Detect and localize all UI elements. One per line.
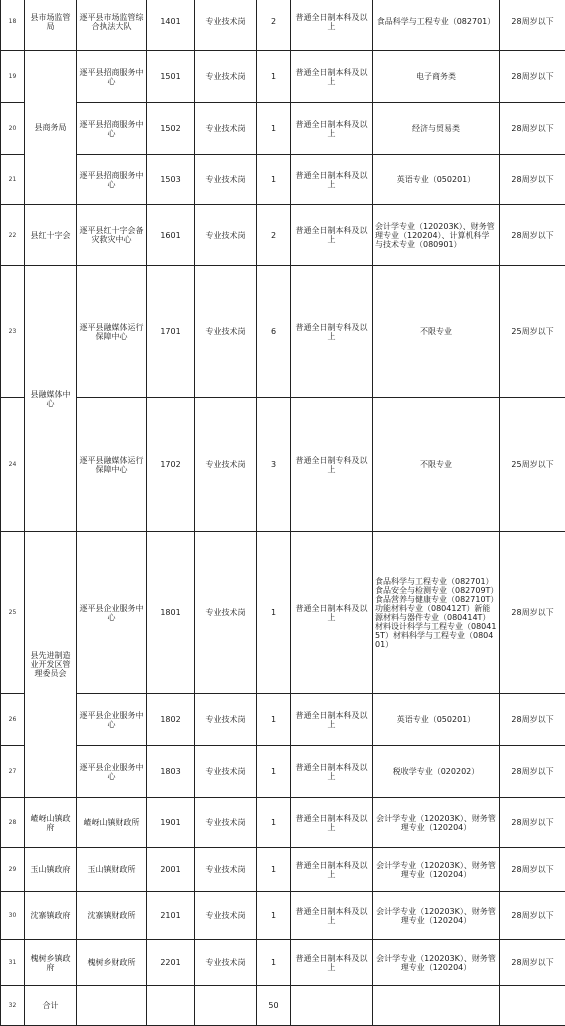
unit-cell: 玉山镇财政所 <box>77 848 147 892</box>
unit-cell: 逐平县企业服务中心 <box>77 532 147 694</box>
count-cell: 1 <box>257 694 291 746</box>
row-number: 28 <box>1 798 25 848</box>
post-cell: 专业技术岗 <box>195 848 257 892</box>
row-number: 30 <box>1 892 25 940</box>
education-cell: 普通全日制本科及以上 <box>291 532 373 694</box>
code-cell: 1803 <box>147 746 195 798</box>
post-cell: 专业技术岗 <box>195 103 257 155</box>
count-cell: 1 <box>257 848 291 892</box>
count-cell: 1 <box>257 532 291 694</box>
major-cell: 食品科学与工程专业（082701） <box>373 0 500 51</box>
education-cell: 普通全日制本科及以上 <box>291 155 373 205</box>
age-cell: 25周岁以下 <box>500 398 565 532</box>
row-number: 31 <box>1 940 25 986</box>
education-cell: 普通全日制本科及以上 <box>291 694 373 746</box>
department-cell: 县先进制造业开发区管理委员会 <box>25 532 77 798</box>
table-row <box>1 205 565 266</box>
education-cell: 普通全日制本科及以上 <box>291 205 373 266</box>
age-cell: 28周岁以下 <box>500 892 565 940</box>
age-cell: 28周岁以下 <box>500 848 565 892</box>
count-cell: 2 <box>257 0 291 51</box>
education-cell: 普通全日制本科及以上 <box>291 746 373 798</box>
table-row <box>1 798 565 848</box>
empty-cell <box>373 986 500 1026</box>
code-cell: 1801 <box>147 532 195 694</box>
department-cell: 县市场监管局 <box>25 0 77 51</box>
total-label: 合计 <box>25 986 77 1026</box>
department-cell: 县商务局 <box>25 51 77 205</box>
table-row <box>1 103 565 155</box>
table-row <box>1 155 565 205</box>
table-row <box>1 746 565 798</box>
major-cell: 会计学专业（120203K）、财务管理专业（120204） <box>373 798 500 848</box>
post-cell: 专业技术岗 <box>195 746 257 798</box>
department-cell: 玉山镇政府 <box>25 848 77 892</box>
unit-cell: 槐树乡财政所 <box>77 940 147 986</box>
unit-cell: 逐平县招商服务中心 <box>77 155 147 205</box>
post-cell: 专业技术岗 <box>195 205 257 266</box>
count-cell: 6 <box>257 266 291 398</box>
age-cell: 28周岁以下 <box>500 798 565 848</box>
major-cell: 会计学专业（120203K）、财务管理专业（120204） <box>373 892 500 940</box>
code-cell: 1901 <box>147 798 195 848</box>
count-cell: 1 <box>257 155 291 205</box>
code-cell: 1502 <box>147 103 195 155</box>
row-number: 26 <box>1 694 25 746</box>
post-cell: 专业技术岗 <box>195 51 257 103</box>
major-cell: 英语专业（050201） <box>373 694 500 746</box>
row-number: 22 <box>1 205 25 266</box>
table-row <box>1 398 565 532</box>
unit-cell: 逐平县招商服务中心 <box>77 51 147 103</box>
row-number: 21 <box>1 155 25 205</box>
count-cell: 1 <box>257 51 291 103</box>
table-row <box>1 892 565 940</box>
unit-cell: 逐平县招商服务中心 <box>77 103 147 155</box>
post-cell: 专业技术岗 <box>195 532 257 694</box>
count-cell: 2 <box>257 205 291 266</box>
table-row <box>1 532 565 694</box>
age-cell: 28周岁以下 <box>500 103 565 155</box>
age-cell: 28周岁以下 <box>500 532 565 694</box>
major-cell: 不限专业 <box>373 266 500 398</box>
department-cell: 县融媒体中心 <box>25 266 77 532</box>
table-row <box>1 0 565 51</box>
post-cell: 专业技术岗 <box>195 0 257 51</box>
major-cell: 税收学专业（020202） <box>373 746 500 798</box>
unit-cell: 逐平县企业服务中心 <box>77 694 147 746</box>
major-cell: 会计学专业（120203K）、财务管理专业（120204） <box>373 848 500 892</box>
unit-cell: 逐平县市场监管综合执法大队 <box>77 0 147 51</box>
education-cell: 普通全日制本科及以上 <box>291 103 373 155</box>
count-cell: 1 <box>257 940 291 986</box>
table-row <box>1 940 565 986</box>
post-cell: 专业技术岗 <box>195 940 257 986</box>
education-cell: 普通全日制本科及以上 <box>291 798 373 848</box>
major-cell: 英语专业（050201） <box>373 155 500 205</box>
row-number: 24 <box>1 398 25 532</box>
education-cell: 普通全日制本科及以上 <box>291 0 373 51</box>
post-cell: 专业技术岗 <box>195 155 257 205</box>
code-cell: 1401 <box>147 0 195 51</box>
row-number: 19 <box>1 51 25 103</box>
table-row <box>1 694 565 746</box>
age-cell: 28周岁以下 <box>500 940 565 986</box>
row-number: 29 <box>1 848 25 892</box>
table-row <box>1 848 565 892</box>
count-cell: 1 <box>257 746 291 798</box>
department-cell: 槐树乡镇政府 <box>25 940 77 986</box>
post-cell: 专业技术岗 <box>195 266 257 398</box>
code-cell: 2101 <box>147 892 195 940</box>
row-number: 23 <box>1 266 25 398</box>
total-row <box>1 986 565 1026</box>
row-number: 32 <box>1 986 25 1026</box>
unit-cell: 嵖岈山镇财政所 <box>77 798 147 848</box>
total-count: 50 <box>257 986 291 1026</box>
age-cell: 28周岁以下 <box>500 746 565 798</box>
row-number: 18 <box>1 0 25 51</box>
education-cell: 普通全日制本科及以上 <box>291 848 373 892</box>
empty-cell <box>500 986 565 1026</box>
post-cell: 专业技术岗 <box>195 694 257 746</box>
education-cell: 普通全日制本科及以上 <box>291 892 373 940</box>
count-cell: 1 <box>257 798 291 848</box>
empty-cell <box>77 986 147 1026</box>
code-cell: 1503 <box>147 155 195 205</box>
age-cell: 25周岁以下 <box>500 266 565 398</box>
code-cell: 2201 <box>147 940 195 986</box>
department-cell: 县红十字会 <box>25 205 77 266</box>
unit-cell: 沈寨镇财政所 <box>77 892 147 940</box>
code-cell: 1802 <box>147 694 195 746</box>
empty-cell <box>195 986 257 1026</box>
major-cell: 会计学专业（120203K）、财务管理专业（120204）、计算机科学与技术专业（080901） <box>373 205 500 266</box>
age-cell: 28周岁以下 <box>500 51 565 103</box>
education-cell: 普通全日制专科及以上 <box>291 398 373 532</box>
empty-cell <box>147 986 195 1026</box>
education-cell: 普通全日制专科及以上 <box>291 266 373 398</box>
unit-cell: 逐平县企业服务中心 <box>77 746 147 798</box>
row-number: 27 <box>1 746 25 798</box>
major-cell: 会计学专业（120203K）、财务管理专业（120204） <box>373 940 500 986</box>
unit-cell: 逐平县红十字会备灾救灾中心 <box>77 205 147 266</box>
code-cell: 1501 <box>147 51 195 103</box>
age-cell: 28周岁以下 <box>500 155 565 205</box>
count-cell: 3 <box>257 398 291 532</box>
row-number: 25 <box>1 532 25 694</box>
code-cell: 1702 <box>147 398 195 532</box>
education-cell: 普通全日制本科及以上 <box>291 940 373 986</box>
post-cell: 专业技术岗 <box>195 892 257 940</box>
major-cell: 电子商务类 <box>373 51 500 103</box>
count-cell: 1 <box>257 103 291 155</box>
post-cell: 专业技术岗 <box>195 398 257 532</box>
age-cell: 28周岁以下 <box>500 694 565 746</box>
code-cell: 2001 <box>147 848 195 892</box>
table-row <box>1 51 565 103</box>
table-row <box>1 266 565 398</box>
major-cell: 不限专业 <box>373 398 500 532</box>
education-cell: 普通全日制本科及以上 <box>291 51 373 103</box>
empty-cell <box>291 986 373 1026</box>
age-cell: 28周岁以下 <box>500 0 565 51</box>
post-cell: 专业技术岗 <box>195 798 257 848</box>
code-cell: 1601 <box>147 205 195 266</box>
age-cell: 28周岁以下 <box>500 205 565 266</box>
department-cell: 沈寨镇政府 <box>25 892 77 940</box>
major-cell: 食品科学与工程专业（082701）食品安全与检测专业（082709T）食品营养与健康专业（082710T）功能材料专业（080412T）新能源材料与器件专业（080414T）材料设计科学与工程专业（080415T）材料科学与工程专业（080401） <box>373 532 500 694</box>
row-number: 20 <box>1 103 25 155</box>
code-cell: 1701 <box>147 266 195 398</box>
department-cell: 嵖岈山镇政府 <box>25 798 77 848</box>
major-cell: 经济与贸易类 <box>373 103 500 155</box>
unit-cell: 逐平县融媒体运行保障中心 <box>77 398 147 532</box>
count-cell: 1 <box>257 892 291 940</box>
unit-cell: 逐平县融媒体运行保障中心 <box>77 266 147 398</box>
